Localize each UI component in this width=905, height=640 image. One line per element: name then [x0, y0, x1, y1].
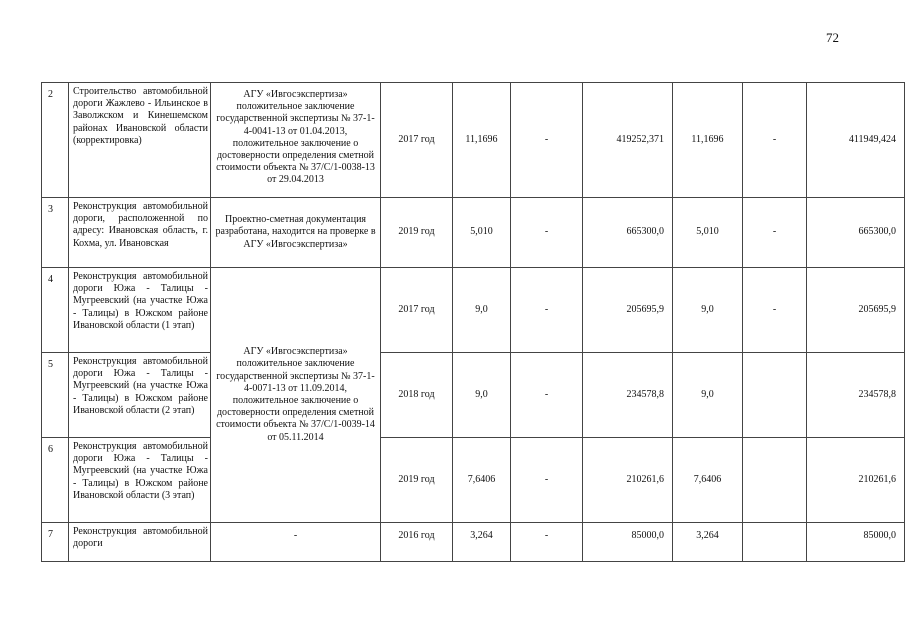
length-cell: 11,1696 — [453, 83, 511, 198]
cost-cell: 85000,0 — [583, 523, 673, 562]
dash2-cell: - — [743, 268, 807, 353]
project-document: АГУ «Ивгосэкспертиза» положительное заключение государственной экспертизы № 37-1-4-0041-13 от 01.04.2013, положительное заключение о достоверности определения сметной стоимости объекта № 37/С/1-0038-13 от 29.04.2013 — [211, 83, 381, 198]
length-cell: 7,6406 — [453, 438, 511, 523]
length2-cell: 5,010 — [673, 198, 743, 268]
object-name: Строительство автомобильной дороги Жажлево - Ильинское в Заволжском и Кинешемском районах Ивановской области (корректировка) — [69, 83, 211, 198]
cost2-cell: 234578,8 — [807, 353, 905, 438]
length2-cell: 3,264 — [673, 523, 743, 562]
dash-cell: - — [511, 438, 583, 523]
cost-cell: 419252,371 — [583, 83, 673, 198]
dash2-cell — [743, 523, 807, 562]
year-cell: 2018 год — [381, 353, 453, 438]
row-number: 4 — [42, 268, 69, 353]
row-number: 6 — [42, 438, 69, 523]
object-name: Реконструкция автомобильной дороги Южа - Талицы - Мугреевский (на участке Южа - Талицы) в Южском районе Ивановской области (2 этап) — [69, 353, 211, 438]
object-name: Реконструкция автомобильной дороги — [69, 523, 211, 562]
cost2-cell: 665300,0 — [807, 198, 905, 268]
dash2-cell — [743, 353, 807, 438]
page-number: 72 — [826, 30, 839, 45]
dash-cell: - — [511, 353, 583, 438]
table-row — [42, 353, 905, 438]
length-cell: 9,0 — [453, 268, 511, 353]
row-number: 7 — [42, 523, 69, 562]
length-cell: 3,264 — [453, 523, 511, 562]
length-cell: 5,010 — [453, 198, 511, 268]
dash-cell: - — [511, 523, 583, 562]
dash-cell: - — [511, 83, 583, 198]
dash-cell: - — [511, 198, 583, 268]
year-cell: 2019 год — [381, 198, 453, 268]
cost2-cell: 210261,6 — [807, 438, 905, 523]
dash2-cell: - — [743, 83, 807, 198]
table-row — [42, 268, 905, 353]
cost-cell: 234578,8 — [583, 353, 673, 438]
cost-cell: 665300,0 — [583, 198, 673, 268]
year-cell: 2017 год — [381, 268, 453, 353]
length2-cell: 9,0 — [673, 268, 743, 353]
project-document-merged: АГУ «Ивгосэкспертиза» положительное заключение государственной экспертизы № 37-1-4-0071-13 от 11.09.2014, положительное заключение о достоверности определения сметной стоимости объекта № 37/С/1-0039-14 от 05.11.2014 — [211, 268, 381, 523]
dash2-cell: - — [743, 198, 807, 268]
cost-cell: 205695,9 — [583, 268, 673, 353]
table-row — [42, 83, 905, 198]
cost2-cell: 85000,0 — [807, 523, 905, 562]
length2-cell: 9,0 — [673, 353, 743, 438]
table-row — [42, 438, 905, 523]
object-name: Реконструкция автомобильной дороги, расположенной по адресу: Ивановская область, г. Кохма, ул. Ивановская — [69, 198, 211, 268]
row-number: 2 — [42, 83, 69, 198]
dash2-cell — [743, 438, 807, 523]
table-row — [42, 198, 905, 268]
object-name: Реконструкция автомобильной дороги Южа - Талицы - Мугреевский (на участке Южа - Талицы) в Южском районе Ивановской области (3 этап) — [69, 438, 211, 523]
length-cell: 9,0 — [453, 353, 511, 438]
row-number: 3 — [42, 198, 69, 268]
length2-cell: 7,6406 — [673, 438, 743, 523]
dash-cell: - — [511, 268, 583, 353]
cost2-cell: 205695,9 — [807, 268, 905, 353]
year-cell: 2016 год — [381, 523, 453, 562]
year-cell: 2017 год — [381, 83, 453, 198]
project-document: Проектно-сметная документация разработана, находится на проверке в АГУ «Ивгосэкспертиза» — [211, 198, 381, 268]
cost-cell: 210261,6 — [583, 438, 673, 523]
objects-table — [41, 82, 905, 562]
length2-cell: 11,1696 — [673, 83, 743, 198]
project-document: - — [211, 523, 381, 562]
table-row — [42, 523, 905, 562]
cost2-cell: 411949,424 — [807, 83, 905, 198]
year-cell: 2019 год — [381, 438, 453, 523]
object-name: Реконструкция автомобильной дороги Южа - Талицы - Мугреевский (на участке Южа - Талицы) в Южском районе Ивановской области (1 этап) — [69, 268, 211, 353]
row-number: 5 — [42, 353, 69, 438]
